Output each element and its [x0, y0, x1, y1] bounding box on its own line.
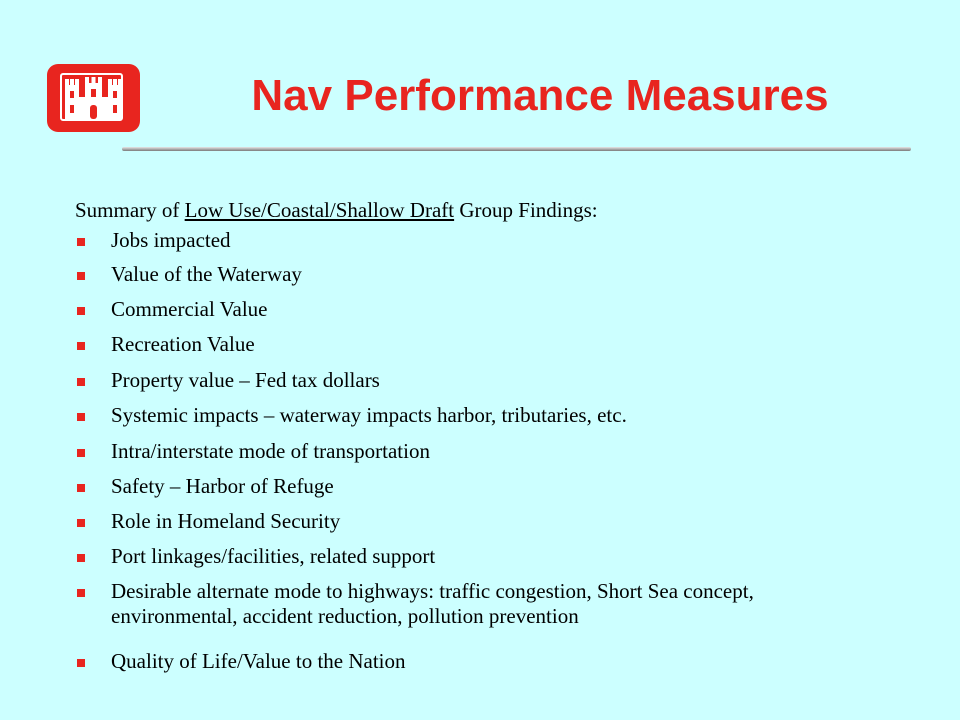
finding-item [75, 332, 881, 357]
finding-item [75, 474, 881, 499]
finding-item [75, 228, 881, 253]
finding-text: Recreation Value [111, 332, 255, 356]
finding-text: Property value – Fed tax dollars [111, 368, 380, 392]
finding-text: Role in Homeland Security [111, 509, 341, 533]
finding-text: Quality of Life/Value to the Nation [111, 649, 406, 673]
finding-item [75, 368, 881, 393]
bullet-square-icon [77, 519, 85, 527]
bullet-square-icon [77, 307, 85, 315]
finding-item [75, 509, 881, 534]
bullet-square-icon [77, 589, 85, 597]
finding-item [75, 262, 881, 287]
finding-text: Safety – Harbor of Refuge [111, 474, 334, 498]
finding-item [75, 297, 881, 322]
castle-logo-icon [47, 64, 140, 132]
castle-icon [65, 77, 122, 119]
bullet-square-icon [77, 238, 85, 246]
finding-item [75, 579, 881, 629]
page-title: Nav Performance Measures [251, 71, 829, 120]
finding-text: Desirable alternate mode to highways: traffic congestion, Short Sea concept, environmental, accident reduction, pollution prevention [111, 579, 754, 628]
bullet-square-icon [77, 659, 85, 667]
finding-text: Port linkages/facilities, related support [111, 544, 436, 568]
intro-prefix: Summary of [75, 198, 185, 222]
title-divider [122, 147, 911, 151]
bullet-square-icon [77, 413, 85, 421]
finding-item [75, 403, 881, 428]
bullet-square-icon [77, 342, 85, 350]
finding-text: Jobs impacted [111, 228, 231, 252]
intro-suffix: Group Findings: [454, 198, 598, 222]
finding-text: Systemic impacts – waterway impacts harbor, tributaries, etc. [111, 403, 627, 427]
bullet-square-icon [77, 378, 85, 386]
finding-text: Value of the Waterway [111, 262, 302, 286]
bullet-square-icon [77, 272, 85, 280]
finding-text: Intra/interstate mode of transportation [111, 439, 430, 463]
finding-text: Commercial Value [111, 297, 268, 321]
bullet-square-icon [77, 484, 85, 492]
bullet-square-icon [77, 554, 85, 562]
finding-item [75, 439, 881, 464]
bullet-square-icon [77, 449, 85, 457]
summary-intro [75, 197, 598, 223]
finding-item [75, 649, 881, 674]
intro-group-name: Low Use/Coastal/Shallow Draft [184, 198, 455, 222]
finding-item [75, 544, 881, 569]
